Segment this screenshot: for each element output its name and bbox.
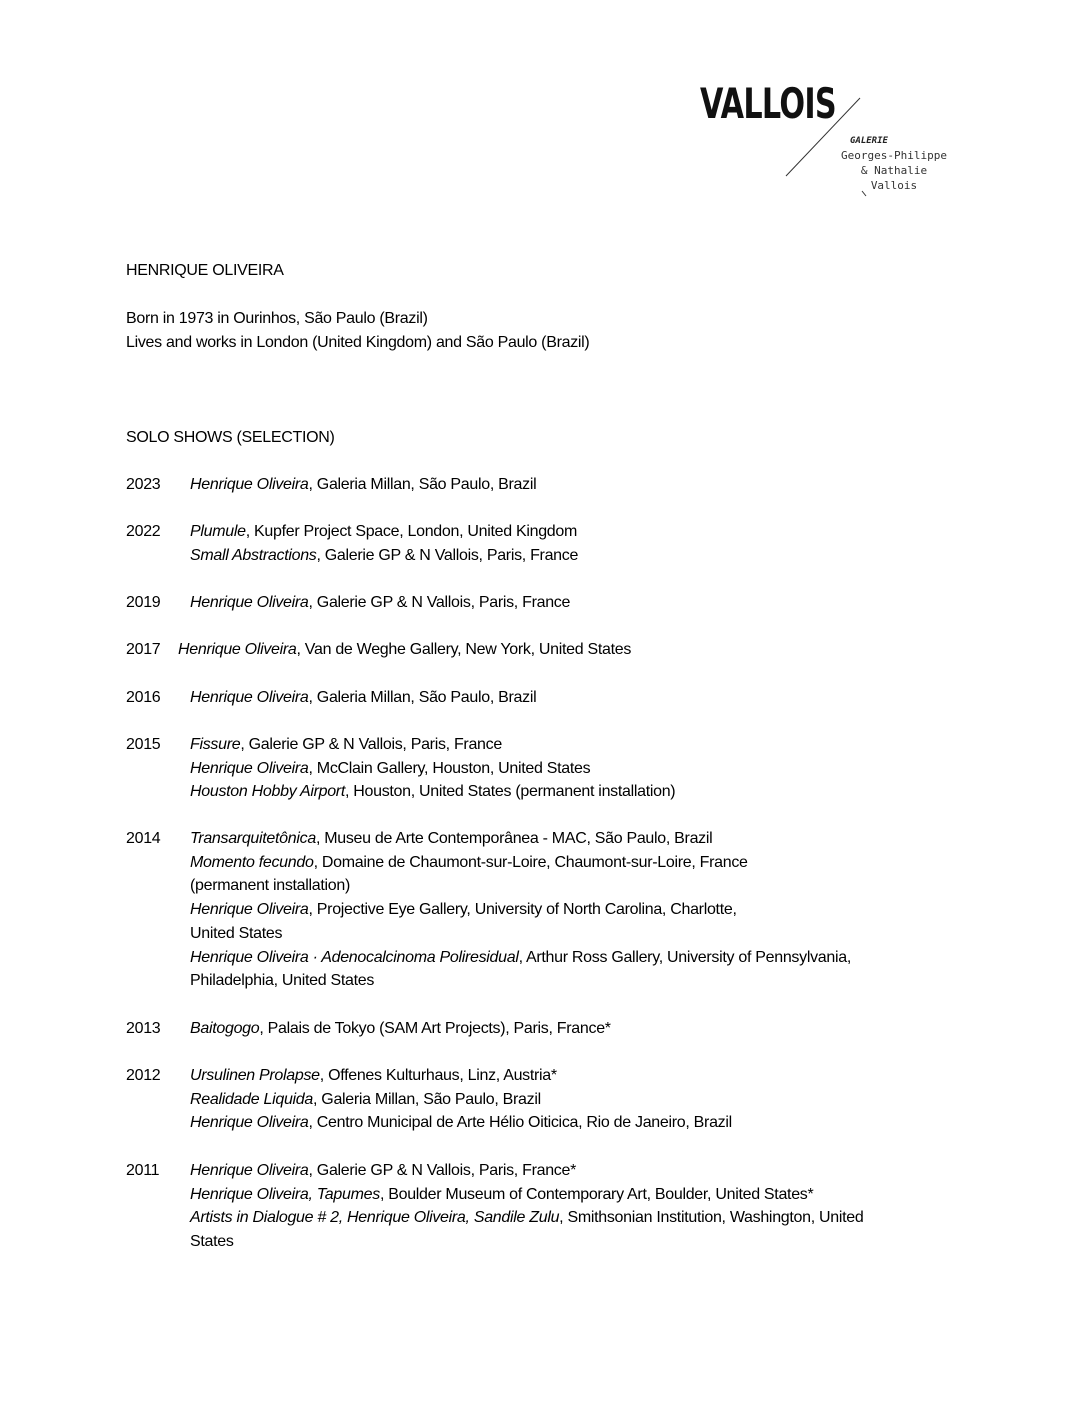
show-title: Baitogogo — [190, 1020, 260, 1037]
show-details: , Houston, United States (permanent installation) — [344, 783, 676, 801]
show-title: Henrique Oliveira — [190, 594, 309, 611]
show-title: Henrique Oliveira — [190, 1114, 309, 1132]
show-title: Henrique Oliveira — [190, 1162, 309, 1179]
show-title: Artists in Dialogue # 2, Henrique Oliveira, Sandile Zulu — [190, 1209, 560, 1227]
show-entry — [190, 874, 350, 898]
show-entry — [190, 851, 748, 875]
show-year: 2014 — [126, 830, 161, 847]
section-title: SOLO SHOWS (SELECTION) — [126, 429, 335, 446]
show-entry — [190, 1111, 732, 1135]
show-title: Henrique Oliveira — [178, 641, 297, 658]
show-entry — [190, 733, 502, 757]
show-title: Ursulinen Prolapse — [190, 1067, 320, 1084]
logo-name-line: Georges-Philippe — [841, 149, 947, 162]
show-details: , Palais de Tokyo (SAM Art Projects), Paris, France* — [259, 1020, 611, 1037]
show-details: (permanent installation) — [190, 877, 350, 895]
logo-name-line: & Nathalie — [860, 164, 928, 177]
show-details: , Boulder Museum of Contemporary Art, Boulder, United States* — [379, 1185, 814, 1203]
show-entry — [190, 1183, 813, 1207]
show-entry — [190, 922, 282, 946]
show-details: , Van de Weghe Gallery, New York, United States — [296, 641, 632, 658]
show-details: , Domaine de Chaumont-sur-Loire, Chaumont-sur-Loire, France — [313, 853, 748, 871]
show-details: States — [190, 1233, 234, 1251]
show-title: Henrique Oliveira · Adenocalcinoma Poliresidual — [190, 948, 519, 966]
show-title: Momento fecundo — [190, 853, 314, 871]
show-title: Transarquitetônica — [190, 830, 316, 847]
show-details: , Galerie GP & N Vallois, Paris, France* — [308, 1162, 577, 1179]
show-details: , Galerie GP & N Vallois, Paris, France — [308, 594, 571, 611]
show-title: Henrique Oliveira — [190, 759, 309, 777]
gallery-logo — [700, 80, 960, 210]
show-details: , Offenes Kulturhaus, Linz, Austria* — [319, 1067, 557, 1084]
show-entry — [190, 1064, 557, 1088]
show-entry — [190, 1159, 576, 1183]
show-entry — [190, 1017, 611, 1041]
show-title: Henrique Oliveira — [190, 689, 309, 706]
logo-name-line: Vallois — [870, 179, 918, 192]
show-title: Henrique Oliveira — [190, 901, 309, 919]
show-year: 2015 — [126, 736, 161, 753]
show-details: , Galeria Millan, São Paulo, Brazil — [308, 689, 537, 706]
show-entry — [190, 473, 536, 497]
show-year: 2013 — [126, 1020, 161, 1037]
show-entry — [190, 591, 570, 615]
show-year: 2011 — [126, 1162, 160, 1179]
show-title: Henrique Oliveira, Tapumes — [190, 1185, 380, 1203]
show-title: Realidade Liquida — [190, 1090, 314, 1108]
show-title: Fissure — [190, 736, 241, 753]
bio-lives: Lives and works in London (United Kingdom) and São Paulo (Brazil) — [126, 334, 590, 351]
show-title: Plumule — [190, 523, 246, 540]
show-title: Houston Hobby Airport — [190, 783, 345, 801]
logo-galerie-label: GALERIE — [850, 136, 888, 146]
show-title: Small Abstractions — [190, 546, 317, 564]
show-entry — [190, 1230, 234, 1254]
show-entry — [178, 638, 631, 662]
bio-born: Born in 1973 in Ourinhos, São Paulo (Brazil) — [126, 310, 428, 327]
show-entry — [190, 1206, 863, 1230]
show-details: , McClain Gallery, Houston, United States — [308, 759, 591, 777]
show-details: , Arthur Ross Gallery, University of Pennsylvania, — [518, 948, 851, 966]
show-year: 2022 — [126, 523, 161, 540]
show-entry — [190, 520, 577, 544]
show-details: , Smithsonian Institution, Washington, United — [559, 1209, 864, 1227]
show-title: Henrique Oliveira — [190, 476, 309, 493]
show-details: , Galerie GP & N Vallois, Paris, France — [316, 546, 579, 564]
show-entry — [190, 544, 578, 568]
show-entry — [190, 969, 374, 993]
show-details: , Galerie GP & N Vallois, Paris, France — [240, 736, 502, 753]
show-details: , Galeria Millan, São Paulo, Brazil — [313, 1090, 541, 1108]
show-year: 2016 — [126, 689, 161, 706]
show-entry — [190, 757, 590, 781]
show-year: 2019 — [126, 594, 161, 611]
show-entry — [190, 827, 712, 851]
show-year: 2023 — [126, 476, 161, 493]
show-entry — [190, 780, 675, 804]
show-year: 2017 — [126, 641, 161, 658]
show-details: , Projective Eye Gallery, University of North Carolina, Charlotte, — [308, 901, 737, 919]
logo-wordmark: VALLOIS — [700, 79, 836, 128]
show-details: , Museu de Arte Contemporânea - MAC, São Paulo, Brazil — [315, 830, 713, 847]
logo-names — [836, 148, 952, 193]
artist-name: HENRIQUE OLIVEIRA — [126, 262, 284, 279]
show-details: , Galeria Millan, São Paulo, Brazil — [308, 476, 537, 493]
show-details: Philadelphia, United States — [190, 972, 375, 990]
show-year: 2012 — [126, 1067, 161, 1084]
show-details: , Centro Municipal de Arte Hélio Oiticica, Rio de Janeiro, Brazil — [308, 1114, 732, 1132]
show-entry — [190, 686, 536, 710]
show-details: United States — [190, 924, 283, 942]
show-entry — [190, 946, 851, 970]
show-details: , Kupfer Project Space, London, United Kingdom — [245, 523, 578, 540]
show-entry — [190, 898, 737, 922]
show-entry — [190, 1088, 541, 1112]
